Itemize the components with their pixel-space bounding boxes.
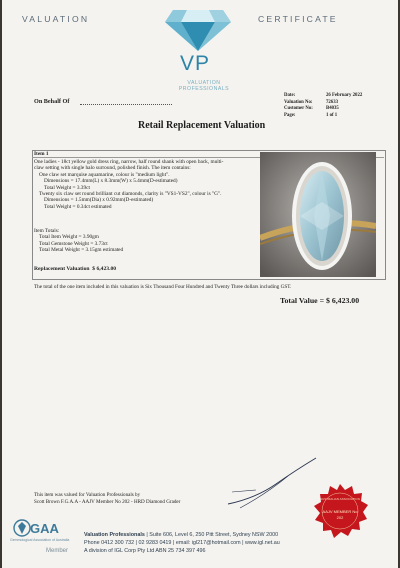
gaa-member: Member — [46, 548, 69, 554]
desc-line: Twenty six claw set round brilliant cut diamonds, clarity is "VS1-VS2", colour is "G". — [39, 191, 222, 198]
replacement-label: Replacement Valuation — [34, 266, 90, 272]
customer-no-label: Customer No: — [284, 106, 313, 112]
meta-block — [284, 93, 362, 119]
contact-address: | Suite 606, Level 6, 250 Pitt Street, Sydney NSW 2000 — [146, 532, 279, 538]
page-value: 1 of 1 — [326, 112, 338, 118]
header-right-title: CERTIFICATE — [258, 14, 338, 24]
seal-text-num: 202 — [336, 515, 344, 520]
total-value: Total Value = $ 6,423.00 — [280, 296, 360, 305]
document-title: Retail Replacement Valuation — [138, 120, 266, 131]
desc-line: Total Weight = 3.39ct — [44, 184, 90, 191]
contact-abn: A division of IGL Corp Pty Ltd ABN 25 734 397 496 — [84, 548, 206, 555]
date-label: Date: — [284, 93, 296, 98]
valuer-statement — [34, 492, 180, 506]
date-value: 26 February 2022 — [326, 93, 363, 98]
valuer-line: This item was valued for Valuation Professionals by — [34, 492, 141, 498]
logo-subtitle: VALUATION PROFESSIONALS — [178, 80, 230, 92]
diamond-logo-icon — [163, 8, 233, 52]
desc-line: Total Weight = 0.34ct estimated — [44, 203, 112, 210]
item-description — [34, 159, 264, 210]
valuation-no-value: 72633 — [326, 99, 338, 105]
contact-phone: Phone 0412 300 732 | 02 9283 0419 | email: igl217@hotmail.com | www.igl.net.au — [84, 540, 280, 547]
seal-text-mid: AAJV MEMBER No — [322, 509, 358, 514]
replacement-valuation — [34, 266, 116, 272]
totals-line: Total Item Weight = 3.90gm — [39, 234, 99, 241]
desc-line: One ladies - 18ct yellow gold dress ring, narrow, half round shank with open back, multi- — [34, 159, 224, 165]
contact-block — [84, 531, 280, 556]
certificate-page — [2, 0, 398, 568]
item-totals — [34, 228, 123, 254]
signature — [226, 454, 322, 510]
on-behalf-line — [80, 104, 172, 105]
desc-line: Dimensions = 17.4mm(L) x 8.3mm(W) x 5.4mm(D-estimated) — [44, 178, 178, 185]
contact-company: Valuation Professionals — [84, 532, 145, 538]
gaa-subtitle: Gemmological Association of Australia — [10, 538, 70, 542]
logo-text: VP — [180, 52, 211, 75]
valuation-no-label: Valuation No: — [284, 99, 313, 105]
totals-line: Total Gemstone Weight = 3.73ct — [39, 240, 108, 247]
desc-line: Dimensions = 1.5mm(Dia) x 0.92mm(D-estimated) — [44, 197, 154, 204]
page-label: Page: — [284, 112, 296, 118]
desc-line: One claw set marquise aquamarine, colour is "medium light". — [39, 171, 170, 178]
total-sentence: The total of the one item included in this valuation is Six Thousand Four Hundred and Twenty Three dollars including GST. — [34, 284, 292, 290]
item-heading: Item 1 — [34, 151, 49, 157]
header-left-title: VALUATION — [22, 14, 90, 24]
valuer-line: Scott Brown F.G.A.A - AAJV Member No 202 - HRD Diamond Grader — [34, 498, 181, 505]
totals-line: Item Totals: — [34, 228, 60, 234]
aajv-seal-icon — [312, 483, 368, 539]
gaa-text: GAA — [30, 521, 59, 536]
ring-photo — [260, 152, 376, 277]
seal-text-top: AUSTRALIAN ASSOCIATION — [320, 497, 360, 501]
customer-no-value: B4035 — [326, 106, 339, 112]
replacement-value: $ 6,423.00 — [92, 266, 117, 272]
on-behalf-label: On Behalf Of — [34, 98, 70, 105]
desc-line: claw setting with single halo surround, polished finish. The item contains: — [34, 165, 191, 172]
totals-line: Total Metal Weight = 3.15gm estimated — [39, 247, 124, 254]
